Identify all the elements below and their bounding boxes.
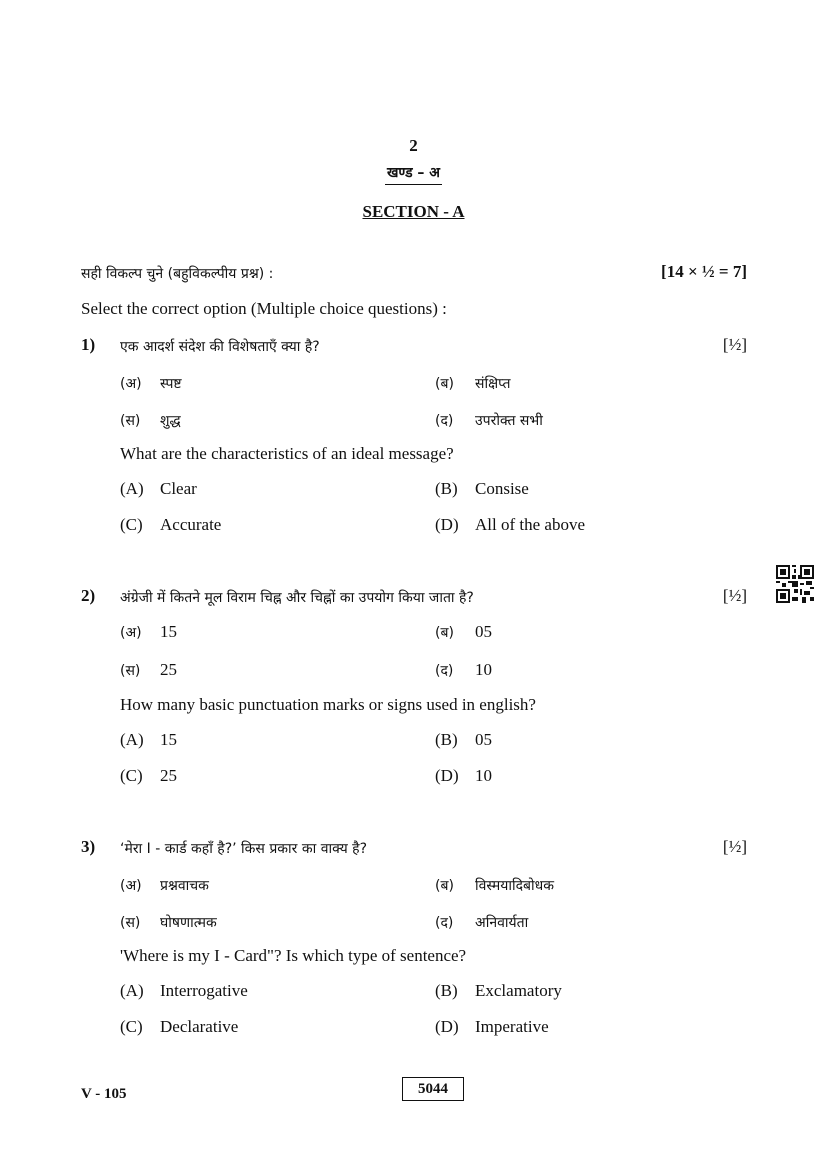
question-text-hindi: ‘मेरा I - कार्ड कहाँ है?’ किस प्रकार का वाक्य है? (120, 841, 368, 857)
instruction-marks: [14 × ½ = 7] (661, 262, 747, 281)
option-english: (A) Clear (120, 479, 197, 498)
option-english: (D) Imperative (435, 1017, 549, 1036)
question-text-hindi: अंग्रेजी में कितने मूल विराम चिह्न और चिह्नों का उपयोग किया जाता है? (120, 590, 474, 606)
paper-code: V - 105 (81, 1086, 127, 1102)
question-number: 3) (81, 837, 96, 856)
option-hindi: (अ) 15 (120, 622, 177, 641)
option-hindi: (स) शुद्ध (120, 413, 181, 429)
option-english: (B) Consise (435, 479, 529, 498)
option-english: (D) All of the above (435, 515, 585, 534)
option-hindi: (अ) स्पष्ट (120, 376, 182, 392)
option-english: (C) 25 (120, 766, 177, 785)
option-hindi: (ब) विस्मयादिबोधक (435, 878, 555, 894)
question-marks: [½] (722, 837, 747, 856)
question-marks: [½] (722, 586, 747, 605)
question-text-english: How many basic punctuation marks or signs used in english? (120, 695, 536, 714)
question-text-english: What are the characteristics of an ideal message? (120, 444, 454, 463)
section-heading-english: SECTION - A (362, 202, 465, 221)
option-hindi: (ब) संक्षिप्त (435, 376, 511, 392)
question-text-hindi: एक आदर्श संदेश की विशेषताएँ क्या है? (120, 339, 320, 355)
option-hindi: (ब) 05 (435, 622, 492, 641)
option-hindi: (स) 25 (120, 660, 177, 679)
option-english: (D) 10 (435, 766, 492, 785)
option-english: (A) Interrogative (120, 981, 248, 1000)
option-english: (A) 15 (120, 730, 177, 749)
page-number: 2 (409, 136, 418, 155)
instruction-hindi: सही विकल्प चुने (बहुविकल्पीय प्रश्न) : (81, 266, 274, 282)
question-number: 1) (81, 335, 96, 354)
question-marks: [½] (722, 335, 747, 354)
section-heading-hindi: खण्ड – अ (0, 163, 827, 185)
option-english: (C) Accurate (120, 515, 222, 534)
question-number: 2) (81, 586, 96, 605)
option-hindi: (द) अनिवार्यता (435, 915, 529, 931)
option-hindi: (द) उपरोक्त सभी (435, 413, 543, 429)
option-english: (C) Declarative (120, 1017, 239, 1036)
option-english: (B) Exclamatory (435, 981, 562, 1000)
option-hindi: (अ) प्रश्नवाचक (120, 878, 209, 894)
paper-number-box: 5044 (402, 1077, 464, 1101)
option-hindi: (स) घोषणात्मक (120, 915, 217, 931)
option-english: (B) 05 (435, 730, 492, 749)
option-hindi: (द) 10 (435, 660, 492, 679)
qr-code-icon (776, 565, 814, 603)
question-text-english: 'Where is my I - Card"? Is which type of sentence? (120, 946, 467, 965)
instruction-english: Select the correct option (Multiple choice questions) : (81, 299, 447, 318)
